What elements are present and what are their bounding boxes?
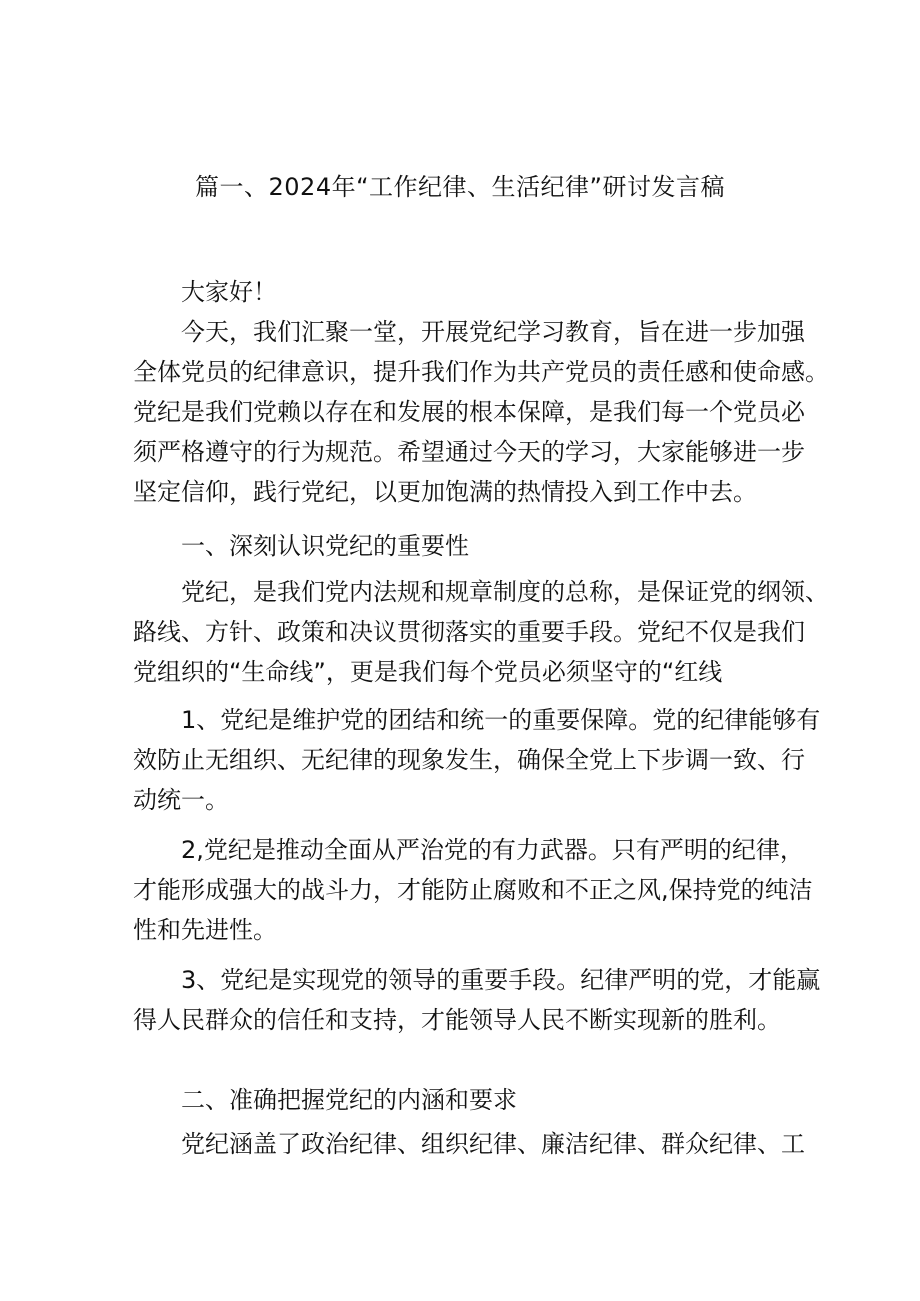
text-line: 3、党纪是实现党的领导的重要手段。纪律严明的党，才能赢	[181, 966, 821, 994]
text-line: 今天，我们汇聚一堂，开展党纪学习教育，旨在进一步加强	[181, 318, 805, 346]
section2-paragraph	[133, 1124, 805, 1164]
intro-paragraph	[133, 312, 829, 512]
document-title: 篇一、2024年“工作纪律、生活纪律”研讨发言稿	[195, 173, 725, 201]
text-line: 得人民群众的信任和支持，才能领导人民不断实现新的胜利。	[133, 1006, 781, 1034]
greeting-line: 大家好！	[181, 278, 277, 306]
greeting	[133, 272, 793, 312]
point2-paragraph	[133, 830, 813, 950]
section1-heading	[133, 526, 793, 566]
text-line: 党组织的“生命线”，更是我们每个党员必须坚守的“红线	[133, 658, 723, 686]
text-line: 效防止无组织、无纪律的现象发生，确保全党上下步调一致、行	[133, 746, 805, 774]
text-line: 性和先进性。	[133, 916, 277, 944]
text-line: 路线、方针、政策和决议贯彻落实的重要手段。党纪不仅是我们	[133, 618, 805, 646]
text-line: 2,党纪是推动全面从严治党的有力武器。只有严明的纪律，	[181, 836, 804, 864]
text-line: 党纪涵盖了政治纪律、组织纪律、廉洁纪律、群众纪律、工	[181, 1130, 805, 1158]
text-line: 动统一。	[133, 786, 229, 814]
text-line: 才能形成强大的战斗力，才能防止腐败和不正之风,保持党的纯洁	[133, 876, 813, 904]
text-line: 坚定信仰，践行党纪，以更加饱满的热情投入到工作中去。	[133, 478, 757, 506]
point3-paragraph	[133, 960, 821, 1040]
text-line: 全体党员的纪律意识，提升我们作为共产党员的责任感和使命感。	[133, 358, 829, 386]
section-heading: 二、准确把握党纪的内涵和要求	[181, 1086, 517, 1114]
section-heading: 一、深刻认识党纪的重要性	[181, 532, 469, 560]
text-line: 1、党纪是维护党的团结和统一的重要保障。党的纪律能够有	[181, 706, 821, 734]
section2-heading	[133, 1080, 793, 1120]
text-line: 党纪是我们党赖以存在和发展的根本保障，是我们每一个党员必	[133, 398, 805, 426]
text-line: 党纪，是我们党内法规和规章制度的总称，是保证党的纲领、	[181, 578, 829, 606]
point1-paragraph	[133, 700, 821, 820]
text-line: 须严格遵守的行为规范。希望通过今天的学习，大家能够进一步	[133, 438, 805, 466]
section1-paragraph	[133, 572, 829, 692]
